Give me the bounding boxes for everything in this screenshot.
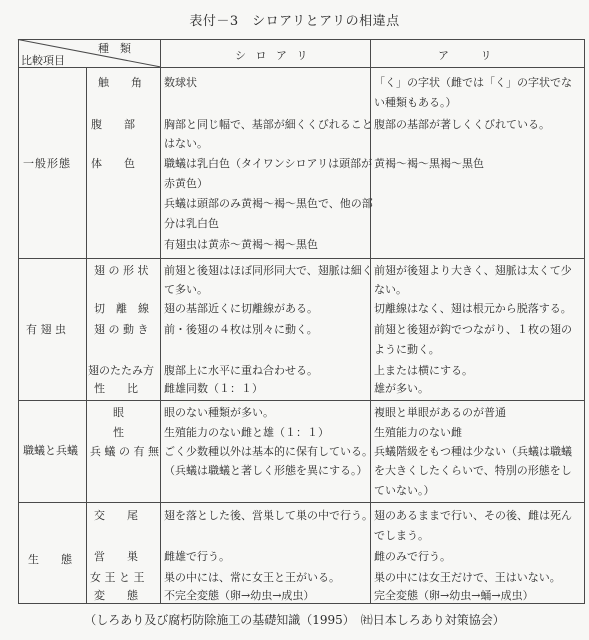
ant-antenna-1: 「く」の字状（雌では「く」の字状でな bbox=[374, 76, 572, 89]
termite-sex-ratio-1: 雌雄同数（１：１） bbox=[164, 382, 263, 395]
header-col-ant: ア リ bbox=[438, 49, 506, 62]
table-border-bottom bbox=[18, 603, 585, 604]
termite-color-5: 有翅虫は黄赤～黄褐～褐～黒色 bbox=[164, 238, 318, 251]
item-mating: 交 尾 bbox=[94, 509, 138, 522]
item-wing-folding: 翅のたたみ方 bbox=[88, 364, 154, 377]
item-wing-shape: 翅 の 形 状 bbox=[94, 264, 149, 277]
page-title: 表付－3 シロアリとアリの相違点 bbox=[189, 14, 400, 29]
header-divider bbox=[18, 67, 585, 68]
item-wing-motion: 翅 の 動 き bbox=[94, 323, 149, 336]
item-abdomen: 腹 部 bbox=[91, 118, 135, 131]
item-nesting: 営 巣 bbox=[94, 550, 138, 563]
section-label-alates: 有 翅 虫 bbox=[26, 323, 66, 336]
item-body-color: 体 色 bbox=[91, 157, 135, 170]
ant-wing-folding-1: 上または横にする。 bbox=[374, 364, 473, 377]
termite-suture-1: 翅の基部近くに切離線がある。 bbox=[164, 302, 318, 315]
termite-queen-king-1: 巣の中には、常に女王と王がいる。 bbox=[164, 571, 340, 584]
termite-mating-1: 翅を落とした後、営巣して巣の中で行う。 bbox=[164, 509, 373, 522]
col-divider-items bbox=[86, 67, 87, 604]
termite-abdomen-1: 胸部と同じ幅で、基部が細くくびれること bbox=[164, 118, 373, 131]
termite-soldier-1: ごく少数種以外は基本的に保有している。 bbox=[164, 445, 373, 458]
termite-color-2: 赤黄色） bbox=[164, 177, 208, 190]
section-label-workers-soldiers: 職蟻と兵蟻 bbox=[23, 444, 78, 457]
termite-antenna-1: 数球状 bbox=[164, 76, 197, 89]
termite-nesting-1: 雌雄で行う。 bbox=[164, 550, 230, 563]
ant-sex-ratio-1: 雄が多い。 bbox=[374, 382, 429, 395]
ant-antenna-2: い種類もある。） bbox=[374, 96, 457, 109]
ant-wing-shape-2: ない。 bbox=[374, 283, 407, 296]
section-divider-2 bbox=[18, 400, 585, 401]
table-border-right bbox=[584, 39, 585, 604]
ant-wing-shape-1: 前翅が後翅より大きく、翅脈は太くて少 bbox=[374, 264, 572, 277]
ant-mating-2: でしまう。 bbox=[374, 529, 429, 542]
termite-eyes-1: 眼のない種類が多い。 bbox=[164, 406, 274, 419]
termite-color-1: 職蟻は乳白色（タイワンシロアリは頭部が bbox=[164, 157, 373, 170]
table-border-left bbox=[18, 39, 19, 604]
termite-wing-shape-2: て多い。 bbox=[164, 283, 208, 296]
section-divider-3 bbox=[18, 502, 585, 503]
col-divider-termite bbox=[160, 39, 161, 604]
ant-nesting-1: 雌のみで行う。 bbox=[374, 550, 451, 563]
ant-color-1: 黄褐～褐～黒褐～黒色 bbox=[374, 157, 484, 170]
termite-color-3: 兵蟻は頭部のみ黄褐～褐～黒色で、他の部 bbox=[164, 197, 373, 210]
ant-wing-motion-2: ように動く。 bbox=[374, 343, 440, 356]
ant-soldier-2: を大きくしたくらいで、特別の形態をし bbox=[374, 464, 572, 477]
section-label-general-morphology: 一般形態 bbox=[23, 157, 71, 170]
source-citation: （しろあり及び腐朽防除施工の基礎知識（1995） ㈳日本しろあり対策協会） bbox=[84, 613, 505, 627]
item-metamorphosis: 変 態 bbox=[94, 589, 138, 602]
termite-metamorphosis-1: 不完全変態（卵→幼虫→成虫） bbox=[164, 589, 315, 602]
item-antenna: 触 角 bbox=[98, 76, 142, 89]
comparison-table bbox=[18, 39, 585, 604]
ant-soldier-3: ていない。） bbox=[374, 484, 435, 497]
item-sex: 性 bbox=[113, 426, 124, 439]
ant-soldier-1: 兵蟻階級をもつ種は少ない（兵蟻は職蟻 bbox=[374, 445, 572, 458]
item-sex-ratio: 性 比 bbox=[94, 382, 138, 395]
termite-wing-motion-1: 前・後翅の４枚は別々に動く。 bbox=[164, 323, 318, 336]
termite-wing-shape-1: 前翅と後翅はほぼ同形同大で、翅脈は細く bbox=[164, 264, 373, 277]
ant-mating-1: 翅のあるままで行い、その後、雌は死ん bbox=[374, 509, 572, 522]
termite-color-4: 分は乳白色 bbox=[164, 217, 219, 230]
item-soldier-presence: 兵 蟻 の 有 無 bbox=[90, 445, 159, 458]
section-divider-1 bbox=[18, 258, 585, 259]
header-type-label: 種 類 bbox=[98, 42, 131, 55]
item-eyes: 眼 bbox=[113, 406, 124, 419]
termite-wing-folding-1: 腹部上に水平に重ね合わせる。 bbox=[164, 364, 318, 377]
ant-eyes-1: 複眼と単眼があるのが普通 bbox=[374, 406, 506, 419]
header-item-label: 比較項目 bbox=[21, 54, 65, 67]
item-suture: 切 離 線 bbox=[94, 302, 149, 315]
ant-wing-motion-1: 前翅と後翅が鈎でつながり、１枚の翅の bbox=[374, 323, 572, 336]
ant-sex-1: 生殖能力のない雌 bbox=[374, 426, 462, 439]
ant-queen-king-1: 巣の中には女王だけで、王はいない。 bbox=[374, 571, 561, 584]
header-col-termite: シ ロ ア リ bbox=[235, 49, 311, 62]
termite-soldier-2: （兵蟻は職蟻と著しく形態を異にする。） bbox=[164, 464, 368, 477]
item-queen-king: 女 王 と 王 bbox=[90, 571, 145, 584]
section-label-ecology: 生 態 bbox=[28, 553, 72, 566]
termite-sex-1: 生殖能力のない雌と雄（１：１） bbox=[164, 426, 329, 439]
ant-metamorphosis-1: 完全変態（卵→幼虫→蛹→成虫） bbox=[374, 589, 534, 602]
ant-abdomen-1: 腹部の基部が著しくくびれている。 bbox=[374, 118, 550, 131]
ant-suture-1: 切離線はなく、翅は根元から脱落する。 bbox=[374, 302, 572, 315]
termite-abdomen-2: はない。 bbox=[164, 137, 208, 150]
table-border-top bbox=[18, 39, 585, 40]
